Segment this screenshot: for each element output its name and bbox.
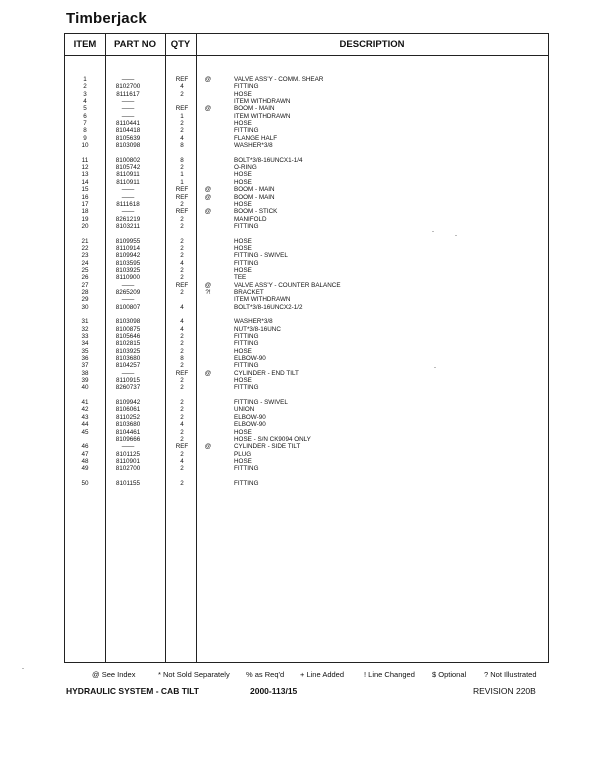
description: VALVE ASS'Y - COMM. SHEAR bbox=[234, 76, 324, 83]
table-row bbox=[65, 443, 548, 450]
quantity: 2 bbox=[180, 266, 184, 274]
table-row bbox=[65, 274, 548, 281]
item-number: 23 bbox=[81, 252, 89, 260]
table-row bbox=[65, 120, 548, 127]
quantity: 2 bbox=[180, 120, 184, 128]
item-number: 40 bbox=[81, 384, 89, 392]
table-row bbox=[65, 429, 548, 436]
item-number: 43 bbox=[81, 413, 89, 421]
description: HOSE bbox=[234, 237, 252, 245]
quantity: 2 bbox=[180, 90, 184, 98]
table-row bbox=[65, 238, 548, 245]
table-row bbox=[65, 91, 548, 98]
item-number: 44 bbox=[81, 421, 89, 429]
item-number: 8 bbox=[83, 127, 87, 135]
legend-line-added: + Line Added bbox=[300, 670, 345, 679]
part-number: 8104418 bbox=[115, 127, 141, 135]
part-number: 8104257 bbox=[115, 362, 141, 370]
table-row bbox=[65, 436, 548, 443]
table-row bbox=[65, 340, 548, 347]
item-number: 41 bbox=[81, 399, 89, 407]
footer-section: HYDRAULIC SYSTEM - CAB TILT bbox=[66, 686, 200, 696]
table-row bbox=[65, 260, 548, 267]
part-number: 8101125 bbox=[115, 450, 141, 458]
part-number: 8103680 bbox=[115, 421, 141, 429]
item-number: 27 bbox=[81, 281, 89, 289]
description: FITTING bbox=[234, 127, 259, 135]
description: O-RING bbox=[234, 164, 257, 172]
quantity: 2 bbox=[180, 215, 184, 223]
description: WASHER*3/8 bbox=[234, 318, 273, 326]
part-number: 8103680 bbox=[115, 355, 141, 363]
note-symbol: @ bbox=[204, 193, 212, 201]
footer-code: 2000-113/15 bbox=[250, 686, 298, 696]
table-row bbox=[65, 465, 548, 472]
item-number: 36 bbox=[81, 355, 89, 363]
part-number: 8111617 bbox=[116, 90, 140, 98]
part-number: 8109955 bbox=[115, 237, 141, 245]
footer-revision: REVISION 220B bbox=[473, 686, 536, 696]
description: FITTING bbox=[234, 333, 259, 341]
part-number: 8102700 bbox=[115, 83, 141, 91]
legend-not-sold: * Not Sold Separately bbox=[158, 670, 230, 679]
brand-title: Timberjack bbox=[66, 10, 147, 27]
description: HOSE bbox=[234, 244, 252, 252]
part-number: 8100807 bbox=[115, 303, 141, 311]
description: HOSE bbox=[234, 377, 252, 385]
part-number: 8103595 bbox=[115, 259, 141, 267]
item-number: 45 bbox=[81, 428, 89, 436]
table-row bbox=[65, 333, 548, 340]
part-number: —— bbox=[121, 296, 135, 304]
quantity: 2 bbox=[180, 222, 184, 230]
part-number: 8110911 bbox=[116, 171, 140, 179]
description: BOLT*3/8-16UNCX2-1/2 bbox=[234, 303, 303, 311]
item-number: 48 bbox=[81, 457, 89, 465]
quantity: REF bbox=[175, 193, 189, 201]
item-number: 31 bbox=[81, 318, 89, 326]
header-description: DESCRIPTION bbox=[339, 39, 405, 50]
part-number: 8106061 bbox=[115, 406, 141, 414]
item-number: 3 bbox=[83, 90, 87, 98]
table-row bbox=[65, 406, 548, 413]
table-row bbox=[65, 289, 548, 296]
part-number: 8111618 bbox=[116, 200, 140, 208]
description: FITTING bbox=[234, 384, 259, 392]
table-row bbox=[65, 245, 548, 252]
item-number: 6 bbox=[83, 112, 87, 120]
item-number: 47 bbox=[81, 450, 89, 458]
item-number: 26 bbox=[81, 274, 89, 282]
parts-table bbox=[64, 33, 549, 663]
table-row bbox=[65, 76, 548, 83]
quantity: 4 bbox=[180, 134, 184, 142]
table-row bbox=[65, 348, 548, 355]
description: HOSE bbox=[234, 347, 252, 355]
part-number: —— bbox=[121, 193, 135, 201]
table-row bbox=[65, 458, 548, 465]
item-number: 10 bbox=[81, 142, 89, 150]
item-number: 16 bbox=[81, 193, 89, 201]
description: FLANGE HALF bbox=[234, 134, 278, 142]
table-row bbox=[65, 480, 548, 487]
description: CYLINDER - END TILT bbox=[234, 369, 299, 377]
description: FITTING bbox=[234, 222, 259, 230]
description: TEE bbox=[234, 274, 247, 282]
table-row bbox=[65, 296, 548, 303]
description: FITTING bbox=[234, 259, 259, 267]
description: ELBOW-90 bbox=[234, 355, 266, 363]
quantity: 2 bbox=[180, 288, 184, 296]
item-number: 5 bbox=[83, 105, 87, 113]
item-number: 11 bbox=[81, 156, 89, 164]
table-row bbox=[65, 370, 548, 377]
description: BOLT*3/8-16UNCX1-1/4 bbox=[234, 156, 303, 164]
item-number: 37 bbox=[81, 362, 89, 370]
description: BOOM - MAIN bbox=[234, 105, 275, 113]
description: ITEM WITHDRAWN bbox=[234, 296, 291, 304]
quantity: 1 bbox=[180, 178, 184, 186]
description: FITTING - SWIVEL bbox=[234, 399, 288, 407]
quantity: 2 bbox=[180, 384, 184, 392]
quantity: 4 bbox=[180, 457, 184, 465]
part-number: 8110911 bbox=[116, 178, 140, 186]
item-number: 46 bbox=[81, 443, 89, 451]
quantity: 4 bbox=[180, 325, 184, 333]
part-number: 8105742 bbox=[115, 164, 141, 172]
table-row bbox=[65, 142, 548, 149]
table-row bbox=[65, 164, 548, 171]
item-number: 15 bbox=[81, 186, 89, 194]
quantity: REF bbox=[175, 186, 189, 194]
part-number: 8100802 bbox=[115, 156, 141, 164]
part-number: 8110914 bbox=[115, 244, 141, 252]
description: WASHER*3/8 bbox=[234, 142, 273, 150]
item-number: 21 bbox=[81, 237, 89, 245]
quantity: 8 bbox=[180, 355, 184, 363]
description: HOSE bbox=[234, 120, 252, 128]
quantity: 4 bbox=[180, 259, 184, 267]
table-row bbox=[65, 377, 548, 384]
description: MANIFOLD bbox=[234, 215, 267, 223]
item-number: 22 bbox=[81, 244, 89, 252]
group-spacer bbox=[65, 311, 548, 318]
item-number: 9 bbox=[83, 134, 87, 142]
quantity: 4 bbox=[180, 421, 184, 429]
legend-as-reqd: % as Req'd bbox=[246, 670, 285, 679]
part-number: 8103098 bbox=[115, 142, 141, 150]
part-number: 8100875 bbox=[115, 325, 141, 333]
item-number: 33 bbox=[81, 333, 89, 341]
table-row bbox=[65, 186, 548, 193]
description: FITTING bbox=[234, 83, 259, 91]
item-number: 25 bbox=[81, 266, 89, 274]
table-row bbox=[65, 216, 548, 223]
part-number: 8109666 bbox=[115, 435, 141, 443]
note-symbol: @ bbox=[204, 186, 212, 194]
part-number: —— bbox=[121, 369, 135, 377]
part-number: 8110915 bbox=[115, 377, 141, 385]
description: ELBOW-90 bbox=[234, 413, 266, 421]
quantity: 2 bbox=[180, 127, 184, 135]
part-number: 8102815 bbox=[115, 340, 141, 348]
quantity: 2 bbox=[180, 252, 184, 260]
item-number: 30 bbox=[81, 303, 89, 311]
part-number: —— bbox=[121, 112, 135, 120]
group-spacer bbox=[65, 149, 548, 156]
table-row bbox=[65, 83, 548, 90]
header-item: ITEM bbox=[73, 39, 97, 50]
header-divider bbox=[65, 55, 548, 56]
table-row bbox=[65, 384, 548, 391]
quantity: REF bbox=[175, 281, 189, 289]
part-number: —— bbox=[121, 76, 135, 83]
quantity: 2 bbox=[180, 164, 184, 172]
description: FITTING bbox=[234, 340, 259, 348]
part-number: 8110901 bbox=[115, 457, 141, 465]
part-number: 8265209 bbox=[115, 288, 141, 296]
part-number: —— bbox=[121, 208, 135, 216]
table-row bbox=[65, 194, 548, 201]
description: HOSE bbox=[234, 428, 252, 436]
description: PLUG bbox=[234, 450, 252, 458]
quantity: 2 bbox=[180, 347, 184, 355]
part-number: 8261219 bbox=[115, 215, 141, 223]
group-spacer bbox=[65, 392, 548, 399]
item-number: 35 bbox=[81, 347, 89, 355]
legend-optional: $ Optional bbox=[432, 670, 467, 679]
quantity: 8 bbox=[180, 142, 184, 150]
item-number: 38 bbox=[81, 369, 89, 377]
description: HOSE bbox=[234, 200, 252, 208]
part-number: 8105639 bbox=[115, 134, 141, 142]
quantity: REF bbox=[175, 105, 189, 113]
quantity: 8 bbox=[180, 156, 184, 164]
part-number: 8260737 bbox=[115, 384, 141, 392]
item-number: 4 bbox=[83, 98, 87, 106]
table-row bbox=[65, 282, 548, 289]
quantity: 2 bbox=[180, 479, 184, 487]
description: BRACKET bbox=[234, 288, 264, 296]
description: BOOM - MAIN bbox=[234, 193, 275, 201]
item-number: 50 bbox=[81, 479, 89, 487]
note-symbol: @ bbox=[204, 281, 212, 289]
part-number: 8105646 bbox=[115, 333, 141, 341]
quantity: 1 bbox=[180, 112, 184, 120]
description: FITTING bbox=[234, 465, 259, 473]
table-row bbox=[65, 451, 548, 458]
item-number: 28 bbox=[81, 288, 89, 296]
quantity: 2 bbox=[180, 237, 184, 245]
part-number: 8109942 bbox=[115, 399, 141, 407]
item-number: 18 bbox=[81, 208, 89, 216]
item-number: 7 bbox=[83, 120, 87, 128]
quantity: 2 bbox=[180, 333, 184, 341]
header-part-no: PART NO bbox=[113, 39, 157, 50]
table-row bbox=[65, 157, 548, 164]
part-number: —— bbox=[121, 281, 135, 289]
legend-line-changed: ! Line Changed bbox=[364, 670, 415, 679]
table-row bbox=[65, 267, 548, 274]
description: HOSE bbox=[234, 178, 252, 186]
description: HOSE bbox=[234, 266, 252, 274]
table-row bbox=[65, 113, 548, 120]
part-number: 8103211 bbox=[115, 222, 141, 230]
part-number: 8103925 bbox=[115, 347, 141, 355]
item-number: 17 bbox=[81, 200, 89, 208]
group-spacer bbox=[65, 230, 548, 237]
part-number: 8103925 bbox=[115, 266, 141, 274]
item-number: 49 bbox=[81, 465, 89, 473]
table-row bbox=[65, 135, 548, 142]
table-row bbox=[65, 252, 548, 259]
quantity: REF bbox=[175, 369, 189, 377]
description: HOSE bbox=[234, 171, 252, 179]
table-row bbox=[65, 399, 548, 406]
quantity: 2 bbox=[180, 406, 184, 414]
description: FITTING bbox=[234, 362, 259, 370]
table-row bbox=[65, 171, 548, 178]
description: ITEM WITHDRAWN bbox=[234, 112, 291, 120]
quantity: 2 bbox=[180, 274, 184, 282]
quantity: 4 bbox=[180, 318, 184, 326]
note-symbol: ?! bbox=[205, 288, 211, 296]
group-spacer bbox=[65, 473, 548, 480]
description: NUT*3/8-16UNC bbox=[234, 325, 281, 333]
description: BOOM - MAIN bbox=[234, 186, 275, 194]
part-number: —— bbox=[121, 105, 135, 113]
item-number: 32 bbox=[81, 325, 89, 333]
quantity: REF bbox=[175, 76, 189, 83]
note-symbol: @ bbox=[204, 208, 212, 216]
description: FITTING - SWIVEL bbox=[234, 252, 288, 260]
description: HOSE bbox=[234, 90, 252, 98]
table-row bbox=[65, 318, 548, 325]
part-number: 8102700 bbox=[115, 465, 141, 473]
item-number: 24 bbox=[81, 259, 89, 267]
table-row bbox=[65, 355, 548, 362]
description: FITTING bbox=[234, 479, 259, 487]
note-symbol: @ bbox=[204, 105, 212, 113]
table-row bbox=[65, 414, 548, 421]
item-number: 13 bbox=[81, 171, 89, 179]
part-number: —— bbox=[121, 98, 135, 106]
table-row bbox=[65, 223, 548, 230]
table-row bbox=[65, 105, 548, 112]
item-number: 14 bbox=[81, 178, 89, 186]
note-symbol: @ bbox=[204, 443, 212, 451]
table-row bbox=[65, 304, 548, 311]
quantity: 2 bbox=[180, 450, 184, 458]
quantity: 4 bbox=[180, 83, 184, 91]
quantity: REF bbox=[175, 443, 189, 451]
note-symbol: @ bbox=[204, 369, 212, 377]
part-number: 8110441 bbox=[115, 120, 141, 128]
part-number: 8104461 bbox=[115, 428, 141, 436]
item-number: 1 bbox=[83, 76, 87, 83]
quantity: 2 bbox=[180, 244, 184, 252]
part-number: 8109942 bbox=[115, 252, 141, 260]
part-number: 8110252 bbox=[115, 413, 141, 421]
item-number: 39 bbox=[81, 377, 89, 385]
table-row bbox=[65, 179, 548, 186]
table-row bbox=[65, 421, 548, 428]
item-number: 42 bbox=[81, 406, 89, 414]
part-number: —— bbox=[121, 186, 135, 194]
item-number: 2 bbox=[83, 83, 87, 91]
legend-not-illustrated: ? Not Illustrated bbox=[484, 670, 537, 679]
part-number: 8110900 bbox=[115, 274, 141, 282]
legend-see-index: @ See Index bbox=[92, 670, 136, 679]
description: UNION bbox=[234, 406, 255, 414]
part-number: 8103098 bbox=[115, 318, 141, 326]
item-number: 29 bbox=[81, 296, 89, 304]
quantity: 2 bbox=[180, 377, 184, 385]
quantity: 2 bbox=[180, 435, 184, 443]
description: CYLINDER - SIDE TILT bbox=[234, 443, 301, 451]
header-qty: QTY bbox=[170, 39, 191, 50]
quantity: 2 bbox=[180, 428, 184, 436]
table-row bbox=[65, 326, 548, 333]
table-row bbox=[65, 201, 548, 208]
description: ELBOW-90 bbox=[234, 421, 266, 429]
table-row bbox=[65, 362, 548, 369]
item-number: 20 bbox=[81, 222, 89, 230]
quantity: 2 bbox=[180, 340, 184, 348]
description: HOSE bbox=[234, 457, 252, 465]
table-row bbox=[65, 98, 548, 105]
quantity: 2 bbox=[180, 362, 184, 370]
item-number: 19 bbox=[81, 215, 89, 223]
parts-rows bbox=[65, 76, 548, 487]
table-row bbox=[65, 127, 548, 134]
part-number: 8101155 bbox=[115, 479, 141, 487]
quantity: 2 bbox=[180, 399, 184, 407]
quantity: 2 bbox=[180, 200, 184, 208]
quantity: REF bbox=[175, 208, 189, 216]
description: HOSE - S/N CK9094 ONLY bbox=[234, 435, 311, 443]
description: VALVE ASS'Y - COUNTER BALANCE bbox=[234, 281, 341, 289]
description: ITEM WITHDRAWN bbox=[234, 98, 291, 106]
item-number: 34 bbox=[81, 340, 89, 348]
quantity: 1 bbox=[180, 171, 184, 179]
quantity: 4 bbox=[180, 303, 184, 311]
part-number: —— bbox=[121, 443, 135, 451]
quantity: 2 bbox=[180, 413, 184, 421]
description: BOOM - STICK bbox=[234, 208, 278, 216]
table-row bbox=[65, 208, 548, 215]
quantity: 2 bbox=[180, 465, 184, 473]
item-number: 12 bbox=[81, 164, 89, 172]
note-symbol: @ bbox=[204, 76, 212, 83]
